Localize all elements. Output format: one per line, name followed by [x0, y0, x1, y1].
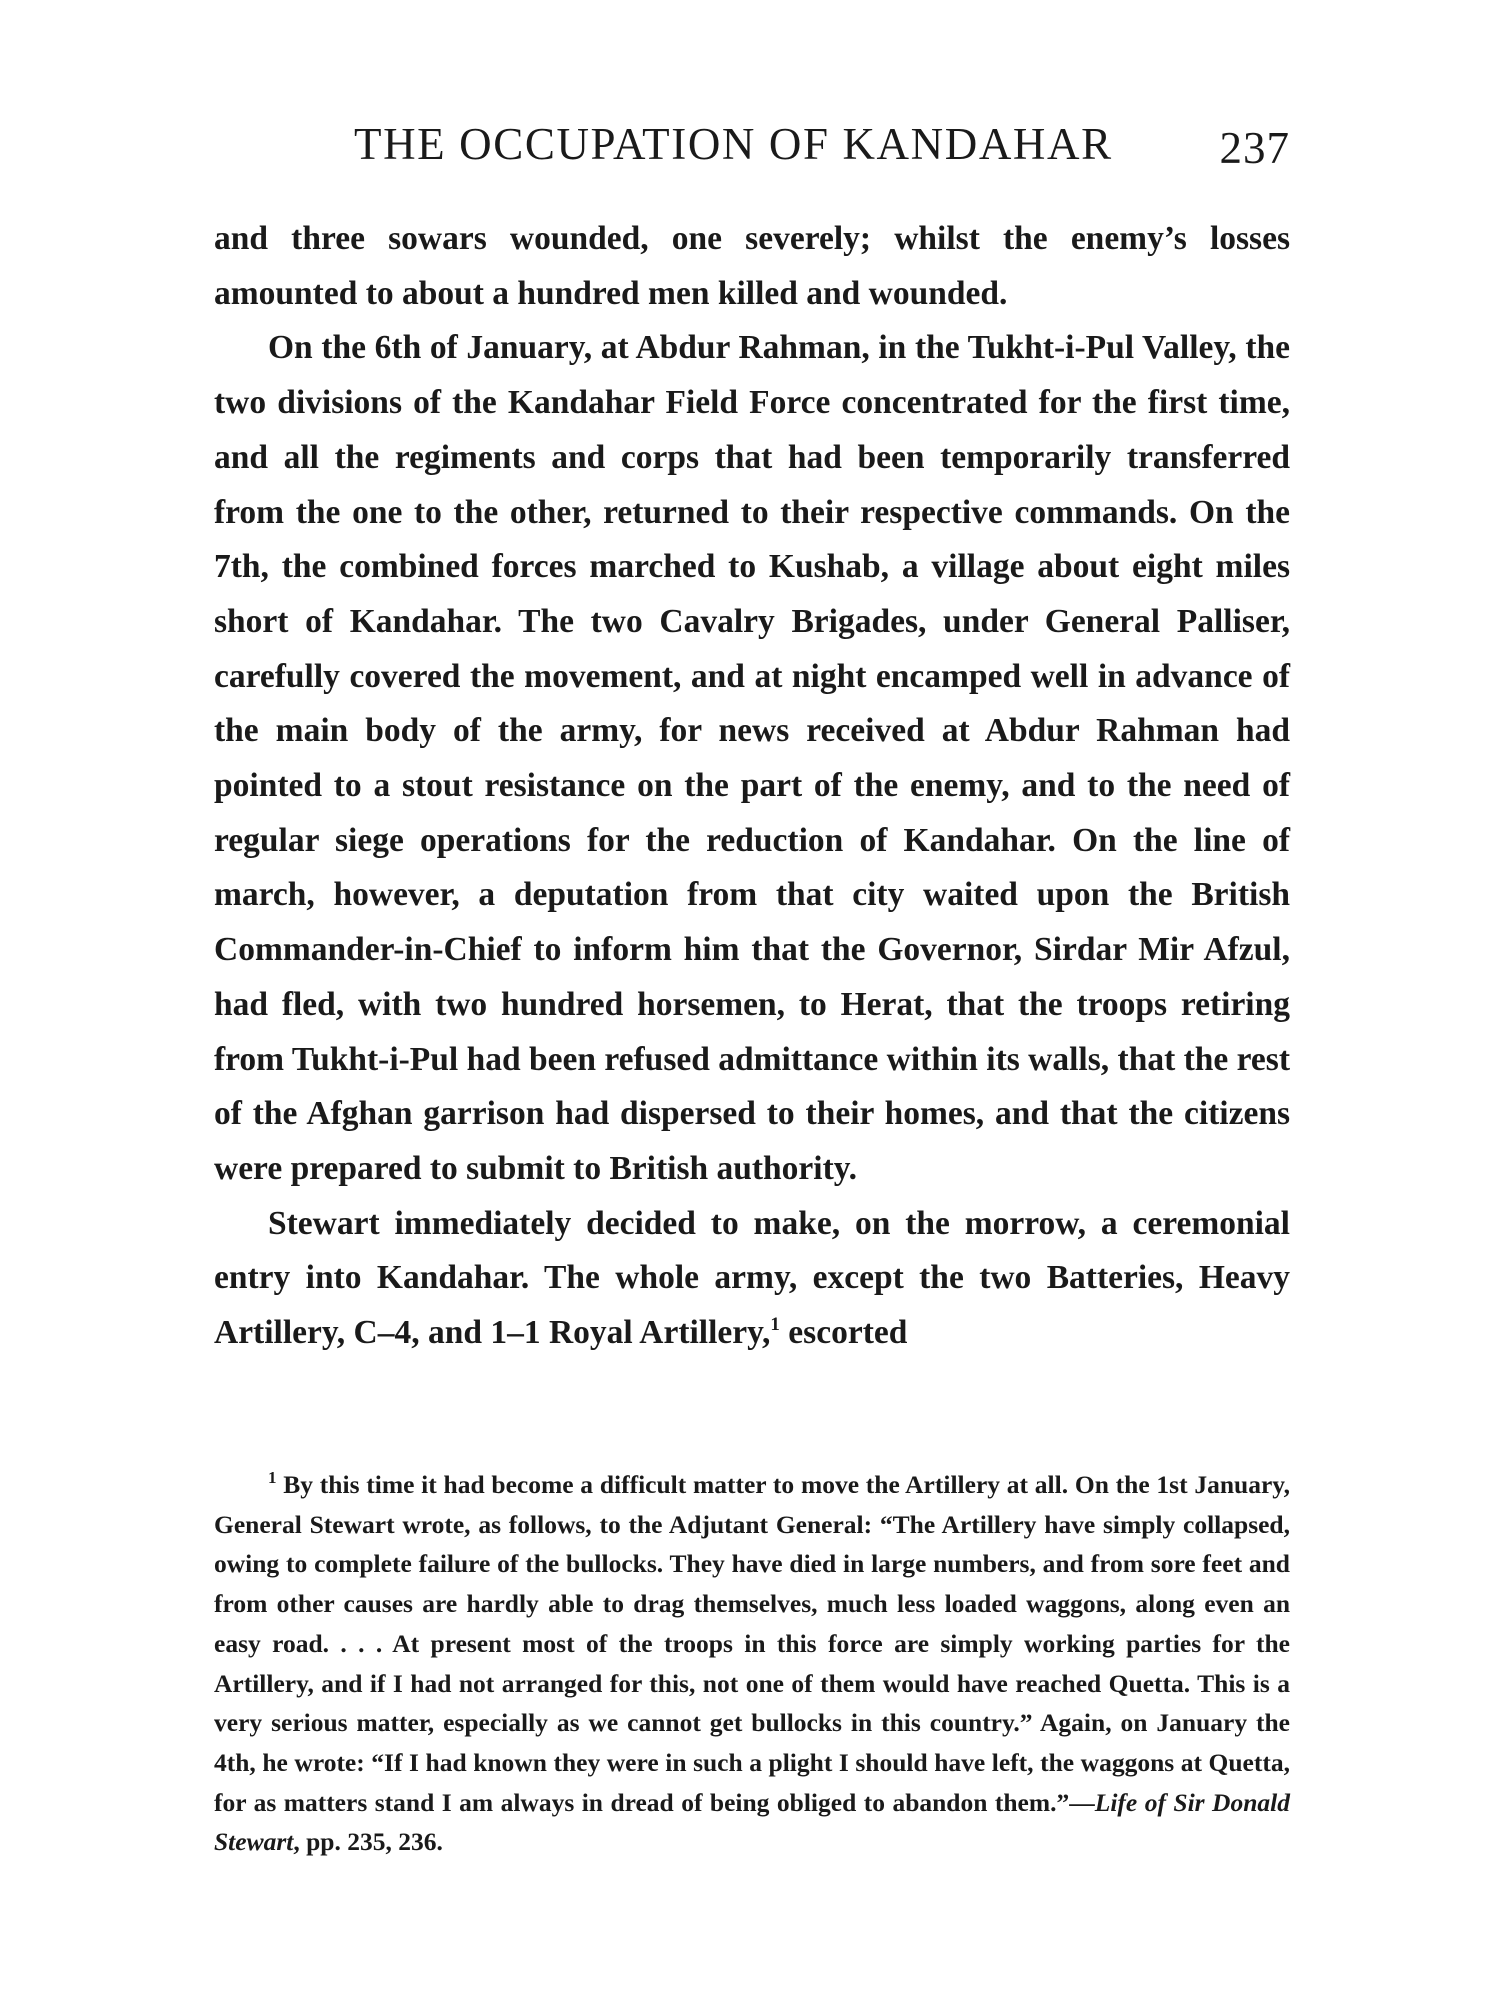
main-text — [214, 212, 1290, 1361]
footnote-marker: 1 — [268, 1468, 277, 1487]
running-head — [214, 118, 1290, 178]
chapter-running-title: THE OCCUPATION OF KANDAHAR — [354, 119, 1113, 169]
footnote-text: By this time it had become a difficult matter to move the Artillery at all. On the 1st January, General Stewart wrote, as follows, to the Adjutant General: “The Artillery have simply collapsed, owing to complete failure of the bullocks. They have died in large numbers, and from sore feet and from other causes are hardly able to drag themselves, much less loaded waggons, along even an easy road. . . . At present most of the troops in this force are simply working parties for the Artillery, and if I had not arranged for this, not one of them would have reached Quetta. This is a very serious matter, especially as we cannot get bullocks in this country.” Again, on January the 4th, he wrote: “If I had known they were in such a plight I should have left, the waggons at Quetta, for as matters stand I am always in dread of being obliged to abandon them.”— — [214, 1470, 1290, 1817]
paragraph-ceremonial-entry — [214, 1197, 1290, 1361]
paragraph-ceremonial-entry-text: Stewart immediately decided to make, on the morrow, a ceremonial entry into Kandahar. The whole army, except the two Batteries, Heavy Artillery, C–4, and 1–1 Royal Artillery, — [214, 1204, 1290, 1352]
footnote-citation-pages: , pp. 235, 236. — [293, 1827, 443, 1857]
footnote-citation-title: Life of Sir Donald Stewart — [214, 1787, 1290, 1857]
paragraph-ceremonial-entry-tail: escorted — [788, 1314, 908, 1352]
footnote-paragraph — [214, 1465, 1290, 1862]
footnote — [214, 1465, 1290, 1862]
page-number: 237 — [1219, 123, 1290, 173]
paragraph-continuation: and three sowars wounded, one severely; whilst the enemy’s losses amounted to about a hundred men killed and wounded. — [214, 220, 1290, 312]
paragraph-concentration: On the 6th of January, at Abdur Rahman, in the Tukht-i-Pul Valley, the two divisions of the Kandahar Field Force concentrated for the first time, and all the regiments and corps that had been temporarily transferred from the one to the other, returned to their respective commands. On the 7th, the combined forces marched to Kushab, a village about eight miles short of Kandahar. The two Cavalry Brigades, under General Palliser, carefully covered the movement, and at night encamped well in advance of the main body of the army, for news received at Abdur Rahman had pointed to a stout resistance on the part of the enemy, and to the need of regular siege operations for the reduction of Kandahar. On the line of march, however, a deputation from that city waited upon the British Commander-in-Chief to inform him that the Governor, Sirdar Mir Afzul, had fled, with two hundred horsemen, to Herat, that the troops retiring from Tukht-i-Pul had been refused admittance within its walls, that the rest of the Afghan garrison had dispersed to their homes, and that the citizens were prepared to submit to British authority. — [214, 329, 1290, 1187]
footnote-reference: 1 — [770, 1314, 780, 1336]
